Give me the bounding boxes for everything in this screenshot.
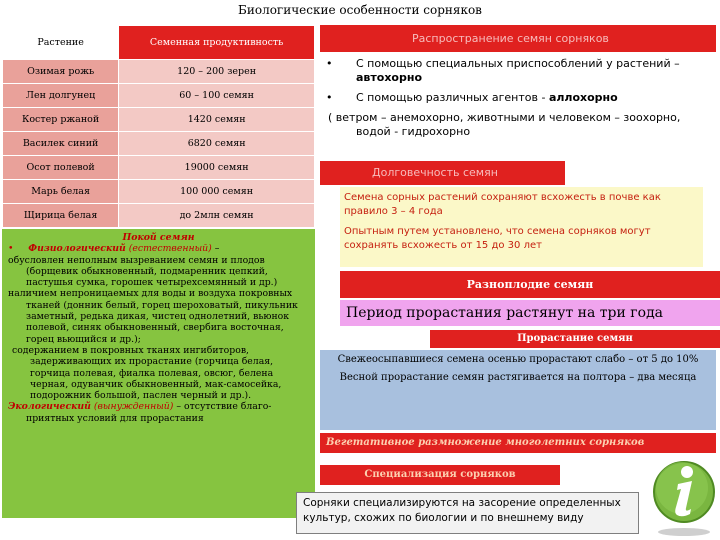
list-item: [326, 57, 716, 85]
table-header-cell: Растение: [3, 26, 119, 60]
dormancy-paragraph-3: содержанием в покровных тканях ингибиторов, задерживающих их прорастание (горчица белая, горчица полевая, фиалка полевая, овсюг, белена черная, одуванчик обыкновенный, мак-самосейка, подорожник большой, паслен черный и др.).: [12, 344, 282, 402]
longevity-paragraph-1: Семена сорных растений сохраняют всхожесть в почве как правило 3 – 4 года: [344, 192, 661, 217]
dormancy-paragraph-1: обусловлен неполным вызреванием семян и плодов (борщевик обыкновенный, подмаренник цепкий, пастушья сумка, горошек четырехсемянный и др.): [8, 254, 278, 289]
table-cell: Костер ржаной: [3, 108, 119, 132]
seed-spread-list: [326, 57, 716, 139]
seed-productivity-table: [2, 25, 315, 228]
table-row: [3, 156, 315, 180]
table-row: [3, 60, 315, 84]
seed-spread-heading: Распространение семян сорняков: [320, 25, 716, 52]
longevity-paragraph-2: Опытным путем установлено, что семена сорняков могут сохранять всхожесть от 15 до 30 лет: [344, 226, 651, 251]
weed-specialization-heading: Специализация сорняков: [320, 465, 560, 485]
table-row: [3, 180, 315, 204]
seed-germination-box: [320, 350, 716, 430]
vegetative-reproduction-heading: Вегетативное размножение многолетних сорняков: [320, 433, 716, 453]
table-cell: 1420 семян: [119, 108, 315, 132]
germination-paragraph-1: Свежеосыпавшиеся семена осенью прорастают слабо – от 5 до 10%: [337, 354, 699, 365]
list-item: [326, 91, 716, 105]
ecological-line: [8, 401, 309, 424]
table-row: [3, 204, 315, 228]
list-item-text: [356, 57, 716, 85]
table-cell: Марь белая: [3, 180, 119, 204]
list-item-label: С помощью специальных приспособлений у растений –: [356, 57, 680, 70]
table-row: [3, 108, 315, 132]
bullet-marker: •: [326, 57, 333, 70]
germination-period-text: Период прорастания растянут на три года: [340, 300, 720, 326]
table-header-cell: Семенная продуктивность: [119, 26, 315, 60]
list-item-term: автохорно: [356, 71, 422, 84]
table-cell: до 2млн семян: [119, 204, 315, 228]
table-cell: 100 000 семян: [119, 180, 315, 204]
ecological-note: (вынужденный): [93, 401, 174, 413]
seed-longevity-box: [340, 187, 703, 267]
table-cell: Щирица белая: [3, 204, 119, 228]
weed-specialization-box: Сорняки специализируются на засорение определенных культур, схожих по биологии и по внешнему виду: [296, 492, 639, 534]
dormancy-heading: Покой семян: [122, 232, 195, 243]
physiological-note: (естественный): [128, 243, 212, 255]
table-row: [3, 84, 315, 108]
seed-dormancy-panel: [2, 229, 315, 518]
table-header-row: [3, 26, 315, 60]
table-cell: 60 – 100 семян: [119, 84, 315, 108]
info-icon[interactable]: [652, 448, 716, 536]
table-cell: 6820 семян: [119, 132, 315, 156]
seed-germination-heading: Прорастание семян: [430, 330, 720, 348]
page-title: Биологические особенности сорняков: [238, 3, 482, 17]
germination-paragraph-2: Весной прорастание семян растягивается на полтора – два месяца: [339, 372, 697, 383]
table-cell: 120 – 200 зерен: [119, 60, 315, 84]
physiological-label: Физиологический: [28, 243, 126, 255]
bullet-marker: •: [8, 243, 14, 255]
physiological-line: [8, 243, 309, 254]
table-row: [3, 132, 315, 156]
ecological-text: – отсутствие благо-приятных условий для прорастания: [26, 401, 272, 424]
dash: –: [214, 243, 220, 255]
seed-longevity-heading: Долговечность семян: [320, 161, 565, 185]
list-item-text: [356, 91, 618, 105]
list-item-label: С помощью различных агентов -: [356, 91, 546, 104]
list-item-term: аллохорно: [548, 91, 618, 104]
table-cell: Василек синий: [3, 132, 119, 156]
table-cell: Озимая рожь: [3, 60, 119, 84]
table-cell: Осот полевой: [3, 156, 119, 180]
dormancy-paragraph-2: наличием непроницаемых для воды и воздуха покровных тканей (донник белый, горец шероховатый, пикульник заметный, редька дикая, чистец однолетний, вьюнок полевой, синяк обыкновенный, свербига восточная, горец вьющийся и др.);: [8, 288, 298, 345]
spread-note: ( ветром – анемохорно, животными и человеком – зоохорно, водой - гидрохорно: [328, 111, 681, 138]
table-cell: 19000 семян: [119, 156, 315, 180]
seed-variety-heading: Разноплодие семян: [340, 271, 720, 298]
ecological-label: Экологический: [8, 401, 91, 413]
bullet-marker: •: [326, 91, 333, 104]
table-cell: Лен долгунец: [3, 84, 119, 108]
